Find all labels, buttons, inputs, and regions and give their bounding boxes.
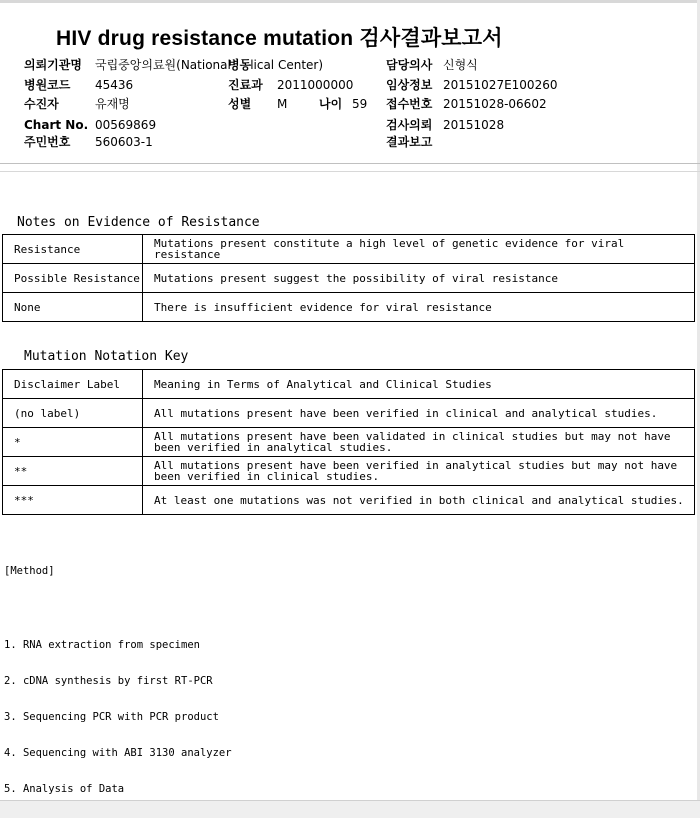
notation-label: * [3,428,143,457]
notation-label: (no label) [3,399,143,428]
evidence-heading: Notes on Evidence of Resistance [17,215,260,230]
age-label: 나이 [319,97,343,111]
evidence-desc: Mutations present suggest the possibility of viral resistance [143,264,695,293]
method-heading: [Method] [4,565,55,577]
evidence-label: None [3,293,143,322]
dept-value: 2011000000 [277,78,354,92]
list-item: 1. RNA extraction from specimen [4,639,200,651]
hospital-code-label: 병원코드 [24,78,71,92]
notation-label: Disclaimer Label [3,370,143,399]
notation-table [2,369,695,515]
ward-label: 병동lical Center) [228,58,324,72]
sex-value: M [277,97,288,111]
request-label: 검사의뢰 [386,118,433,132]
notation-desc: All mutations present have been verified in analytical studies but may not have been verified in clinical studies. [143,457,695,486]
age-value: 59 [352,97,368,111]
dept-label: 진료과 [228,78,263,92]
header-divider-light [0,171,700,172]
institution-value: 국립중앙의료원(National [95,58,231,72]
hospital-code-value: 45436 [95,78,134,92]
notation-desc: Meaning in Terms of Analytical and Clinical Studies [143,370,695,399]
notation-desc: All mutations present have been validated in clinical studies but may not have been verified in analytical studies. [143,428,695,457]
evidence-table [2,234,695,322]
receipt-no-value: 20151028-06602 [443,97,547,111]
list-item: 3. Sequencing PCR with PCR product [4,711,219,723]
notation-desc: At least one mutations was not verified in both clinical and analytical studies. [143,486,695,515]
doctor-label: 담당의사 [386,58,433,72]
list-item: 5. Analysis of Data [4,783,125,795]
resident-no-value: 560603-1 [95,135,153,149]
institution-row [24,57,82,73]
patient-label: 수진자 [24,97,59,111]
result-label: 결과보고 [386,135,433,149]
report-title: HIV drug resistance mutation 검사결과보고서 [56,27,503,50]
clinical-info-label: 임상정보 [386,78,433,92]
evidence-label: Possible Resistance [3,264,143,293]
table-row [3,293,695,322]
ward-overlap-text: lical Center) [250,58,324,72]
table-row [3,486,695,515]
institution-label: 의뢰기관명 [24,58,82,72]
bottom-bar [0,800,700,818]
header-divider [0,163,700,164]
notation-desc: All mutations present have been verified in clinical and analytical studies. [143,399,695,428]
table-row [3,428,695,457]
doctor-value: 신형식 [443,58,478,72]
method-steps [4,615,232,819]
notation-label: ** [3,457,143,486]
table-row [3,457,695,486]
list-item: 4. Sequencing with ABI 3130 analyzer [4,747,232,759]
receipt-no-label: 접수번호 [386,97,433,111]
patient-value: 유재명 [95,97,130,111]
sex-label: 성별 [228,97,252,111]
list-item: 2. cDNA synthesis by first RT-PCR [4,675,213,687]
clinical-info-value: 20151027E100260 [443,78,558,92]
notation-label: *** [3,486,143,515]
method-section [4,541,232,831]
top-border [0,0,700,3]
table-row [3,399,695,428]
chart-no-value: 00569869 [95,118,157,132]
resident-no-label: 주민번호 [24,135,71,149]
table-row [3,370,695,399]
chart-no-label: Chart No. [24,118,89,132]
table-row [3,235,695,264]
table-row [3,264,695,293]
evidence-label: Resistance [3,235,143,264]
evidence-desc: Mutations present constitute a high level of genetic evidence for viral resistance [143,235,695,264]
notation-heading: Mutation Notation Key [24,349,189,364]
evidence-desc: There is insufficient evidence for viral resistance [143,293,695,322]
request-value: 20151028 [443,118,505,132]
